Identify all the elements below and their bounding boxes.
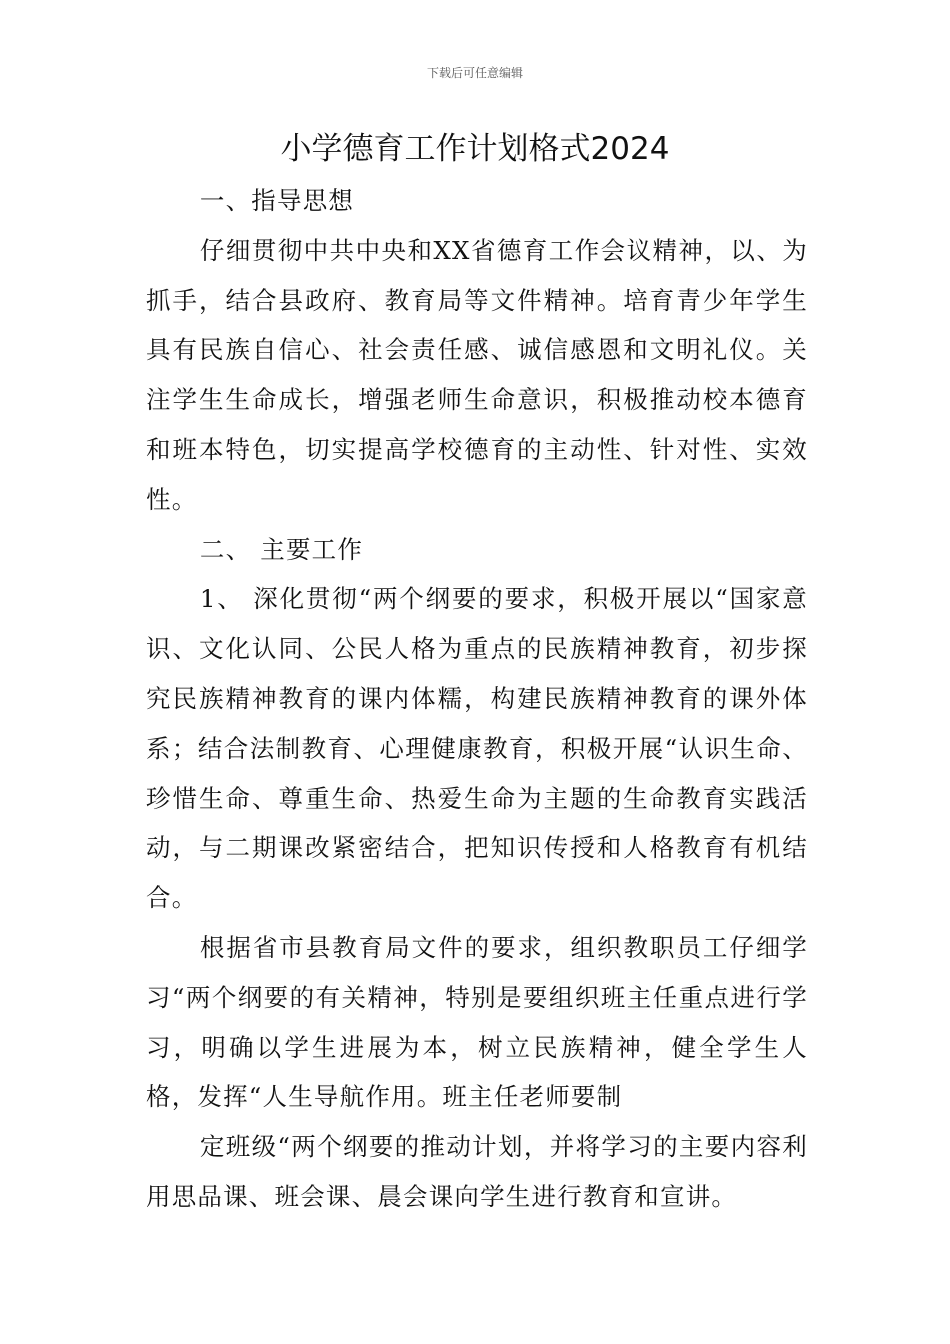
paragraph-study-requirements: 根据省市县教育局文件的要求，组织教职员工仔细学习“两个纲要的有关精神，特别是要组织班主任重点进行学习，明确以学生进展为本，树立民族精神，健全学生人格，发挥“人生导航作用。班主任老师要制 [146,932,808,1112]
document-title: 小学德育工作计划格式2024 [280,131,670,167]
section-heading-guiding-ideology: 一、指导思想 [199,186,355,215]
paragraph-class-plan: 定班级“两个纲要的推动计划，并将学习的主要内容利用思品课、班会课、晨会课向学生进行教育和宣讲。 [146,1132,808,1211]
document-body [146,176,808,1222]
page-header-note: 下载后可任意编辑 [426,66,523,80]
paragraph-guiding-ideology: 仔细贯彻中共中央和XX省德育工作会议精神，以、为抓手，结合县政府、教育局等文件精神。培育青少年学生具有民族自信心、社会责任感、诚信感恩和文明礼仪。关注学生生命成长，增强老师生命意识，积极推动校本德育和班本特色，切实提高学校德育的主动性、针对性、实效性。 [146,235,808,514]
paragraph-item-1: 1、 深化贯彻“两个纲要的要求，积极开展以“国家意识、文化认同、公民人格为重点的民族精神教育，初步探究民族精神教育的课内体糯，构建民族精神教育的课外体系；结合法制教育、心理健康教育，积极开展“认识生命、珍惜生命、尊重生命、热爱生命为主题的生命教育实践活动，与二期课改紧密结合，把知识传授和人格教育有机结合。 [146,584,808,913]
section-heading-main-work: 二、 主要工作 [199,534,364,564]
